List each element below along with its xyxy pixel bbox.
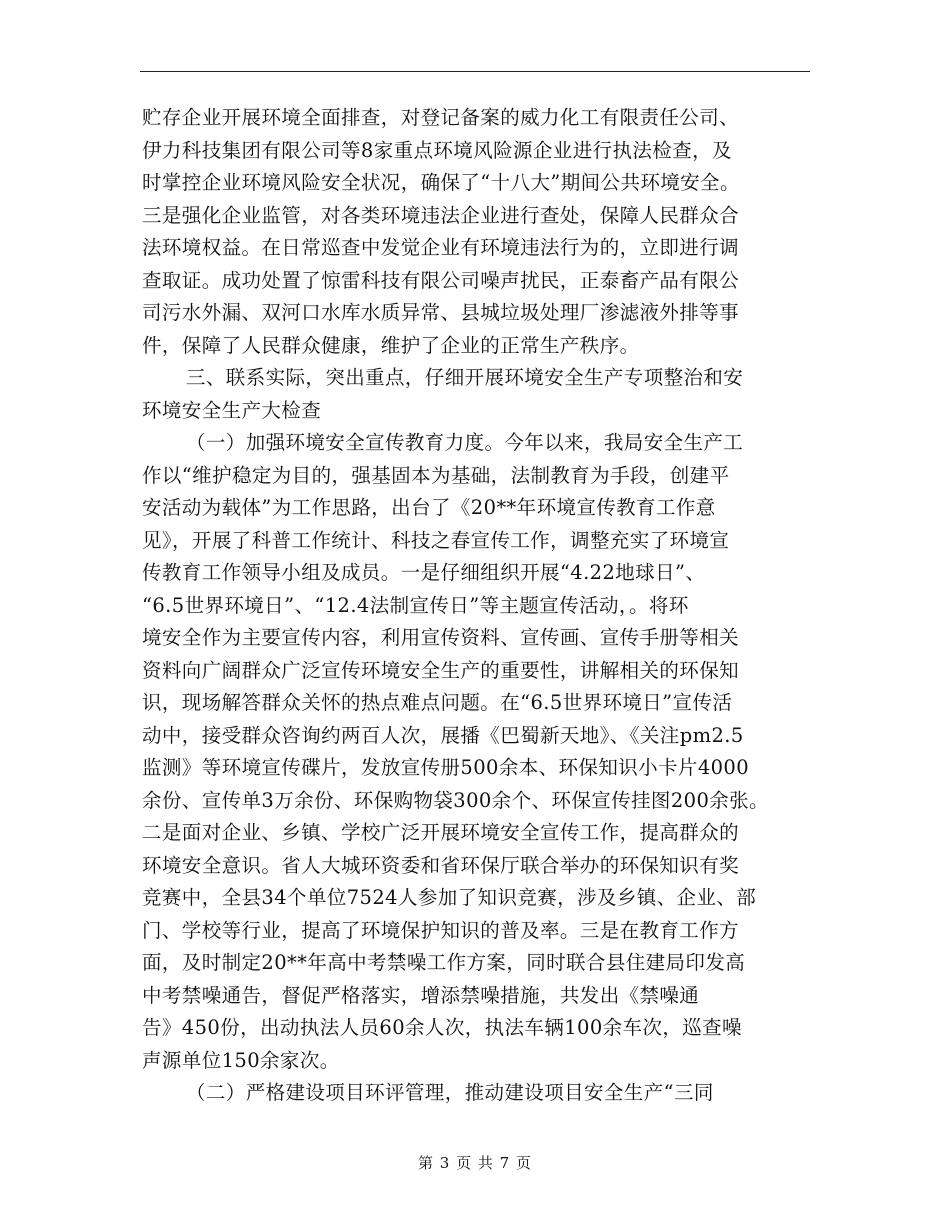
text-line: 安活动为载体”为工作思路，出台了《20**年环境宣传教育工作意: [142, 496, 716, 519]
text-line: 资料向广阔群众广泛宣传环境安全生产的重要性，讲解相关的环保知: [142, 658, 740, 682]
text-line: 面，及时制定20**年高中考禁噪工作方案，同时联合县住建局印发高: [142, 951, 746, 974]
text-line: 环境安全意识。省人大城环资委和省环保厅联合举办的环保知识有奖: [142, 853, 740, 877]
page-footer: 第 3 页 共 7 页: [418, 1154, 532, 1172]
text-line: 境安全作为主要宣传内容，利用宣传资料、宣传画、宣传手册等相关: [142, 626, 740, 649]
text-line: 动中，接受群众咨询约两百人次，展播《巴蜀新天地》、《关注pm2.5: [142, 723, 744, 747]
text-line: （二）严格建设项目环评管理，推动建设项目安全生产“三同: [186, 1081, 714, 1104]
text-line: 三是强化企业监管，对各类环境违法企业进行查处，保障人民群众合: [142, 203, 740, 227]
text-line: 法环境权益。在日常巡查中发觉企业有环境违法行为的，立即进行调: [142, 236, 740, 259]
text-line: 识，现场解答群众关怀的热点难点问题。在“6.5世界环境日”宣传活: [142, 691, 733, 714]
text-line: 门、学校等行业，提高了环境保护知识的普及率。三是在教育工作方: [142, 918, 740, 942]
text-line: 声源单位150余家次。: [142, 1048, 340, 1072]
text-line: 二是面对企业、乡镇、学校广泛开展环境安全宣传工作，提高群众的: [142, 821, 740, 844]
text-line: 中考禁噪通告，督促严格落实，增添禁噪措施，共发出《禁噪通: [142, 983, 700, 1007]
text-line: 监测》等环境宣传碟片，发放宣传册500余本、环保知识小卡片4000: [142, 756, 750, 779]
text-line: （一）加强环境安全宣传教育力度。今年以来，我局安全生产工: [186, 431, 744, 454]
text-line: 司污水外漏、双河口水库水质异常、县城垃圾处理厂渗滤液外排等事: [142, 301, 740, 324]
header-rule: [140, 71, 810, 72]
text-line: 时掌控企业环境风险安全状况，确保了“十八大”期间公共环境安全。: [142, 171, 740, 194]
text-line: 见》，开展了科普工作统计、科技之春宣传工作，调整充实了环境宣: [142, 528, 730, 552]
text-line: 三、联系实际，突出重点，仔细开展环境安全生产专项整治和安: [186, 366, 744, 389]
text-line: 竞赛中，全县34个单位7524人参加了知识竞赛，涉及乡镇、企业、部: [142, 886, 757, 909]
text-line: 余份、宣传单3万余份、环保购物袋300余个、环保宣传挂图200余张。: [142, 788, 769, 812]
text-line: 传教育工作领导小组及成员。一是仔细组织开展“4.22地球日”、: [142, 561, 706, 584]
text-line: 件，保障了人民群众健康，维护了企业的正常生产秩序。: [142, 333, 640, 357]
text-line: 查取证。成功处置了惊雷科技有限公司噪声扰民，正泰畜产品有限公: [142, 268, 740, 292]
text-line: 作以“维护稳定为目的，强基固本为基础，法制教育为手段，创建平: [142, 463, 730, 487]
text-line: 告》450份，出动执法人员60余人次，执法车辆100余车次，巡查噪: [142, 1016, 742, 1039]
document-body: [142, 102, 822, 1110]
text-line: “6.5世界环境日”、“12.4法制宣传日”等主题宣传活动，。将环: [142, 593, 689, 617]
text-line: 伊力科技集团有限公司等8家重点环境风险源企业进行执法检查，及: [142, 138, 732, 162]
text-line: 环境安全生产大检查: [142, 398, 322, 422]
text-line: 贮存企业开展环境全面排查，对登记备案的威力化工有限责任公司、: [142, 106, 740, 129]
